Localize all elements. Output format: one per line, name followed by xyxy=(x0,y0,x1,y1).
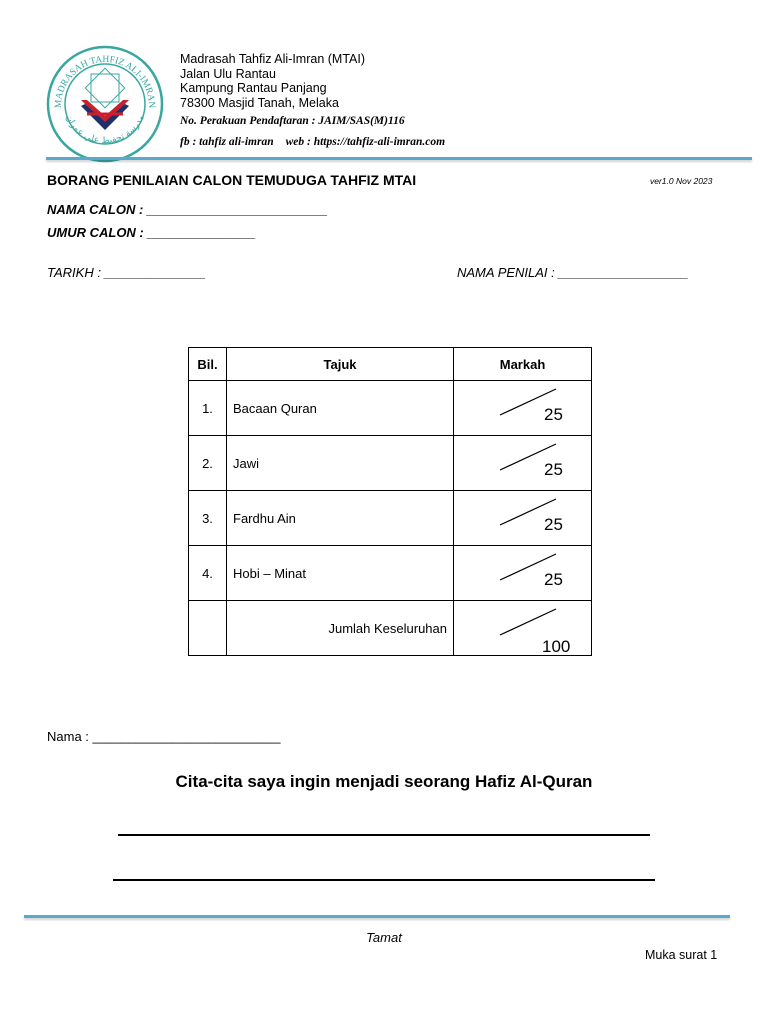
slash-mark xyxy=(498,607,558,637)
total-markah xyxy=(454,601,592,656)
facebook-text: fb : tahfiz ali-imran xyxy=(180,136,274,148)
form-version: ver1.0 Nov 2023 xyxy=(650,176,713,186)
markah-value: 25 xyxy=(544,460,563,479)
total-value: 100 xyxy=(542,637,571,656)
row-bil: 3. xyxy=(189,491,227,546)
registration-number: No. Perakuan Pendaftaran : JAIM/SAS(M)116 xyxy=(180,115,405,127)
row-tajuk: Hobi – Minat xyxy=(227,546,454,601)
umur-calon-field: UMUR CALON : _______________ xyxy=(47,225,256,240)
nama-penilai-field: NAMA PENILAI : __________________ xyxy=(457,265,689,280)
markah-value: 25 xyxy=(544,405,563,424)
nama-field: Nama : __________________________ xyxy=(47,729,281,744)
social-links xyxy=(180,136,445,148)
address-line-3: Kampung Rantau Panjang xyxy=(180,81,327,95)
row-markah xyxy=(454,381,592,436)
table-header-row xyxy=(189,348,592,381)
row-tajuk: Fardhu Ain xyxy=(227,491,454,546)
row-tajuk: Bacaan Quran xyxy=(227,381,454,436)
row-bil: 2. xyxy=(189,436,227,491)
header-divider xyxy=(46,157,752,160)
footer-divider xyxy=(24,915,730,918)
row-bil: 1. xyxy=(189,381,227,436)
form-title: BORANG PENILAIAN CALON TEMUDUGA TAHFIZ MTAI xyxy=(47,172,417,188)
nama-calon-field: NAMA CALON : _________________________ xyxy=(47,202,328,217)
header-markah: Markah xyxy=(454,348,592,381)
header-bil: Bil. xyxy=(189,348,227,381)
address-line-4: 78300 Masjid Tanah, Melaka xyxy=(180,95,339,110)
table-row xyxy=(189,491,592,546)
address-line-1: Madrasah Tahfiz Ali-Imran (MTAI) xyxy=(180,52,366,66)
total-label: Jumlah Keseluruhan xyxy=(227,601,454,656)
tamat-label: Tamat xyxy=(366,930,402,945)
madrasah-logo xyxy=(45,44,165,164)
table-total-row xyxy=(189,601,592,656)
svg-text:MADRASAH TAHFIZ ALI-IMRAN: MADRASAH TAHFIZ ALI-IMRAN xyxy=(53,54,157,109)
website-text: web : https://tahfiz-ali-imran.com xyxy=(285,136,446,148)
header-tajuk: Tajuk xyxy=(227,348,454,381)
row-markah xyxy=(454,436,592,491)
address-line-2: Jalan Ulu Rantau xyxy=(180,66,276,81)
cita-cita-statement: Cita-cita saya ingin menjadi seorang Hafiz Al-Quran xyxy=(175,772,593,791)
total-bil xyxy=(189,601,227,656)
score-table xyxy=(188,347,592,656)
markah-value: 25 xyxy=(544,515,563,534)
table-row xyxy=(189,436,592,491)
writing-line-1 xyxy=(118,834,650,836)
row-tajuk: Jawi xyxy=(227,436,454,491)
row-markah xyxy=(454,546,592,601)
svg-text:مدرسة تحفيظ علي عمران: مدرسة تحفيظ علي عمران xyxy=(63,113,147,147)
row-bil: 4. xyxy=(189,546,227,601)
table-row xyxy=(189,381,592,436)
row-markah xyxy=(454,491,592,546)
tarikh-field: TARIKH : ______________ xyxy=(47,265,206,280)
markah-value: 25 xyxy=(544,570,563,589)
school-address xyxy=(180,52,365,110)
table-row xyxy=(189,546,592,601)
writing-line-2 xyxy=(113,879,655,881)
page-number: Muka surat 1 xyxy=(645,948,718,962)
